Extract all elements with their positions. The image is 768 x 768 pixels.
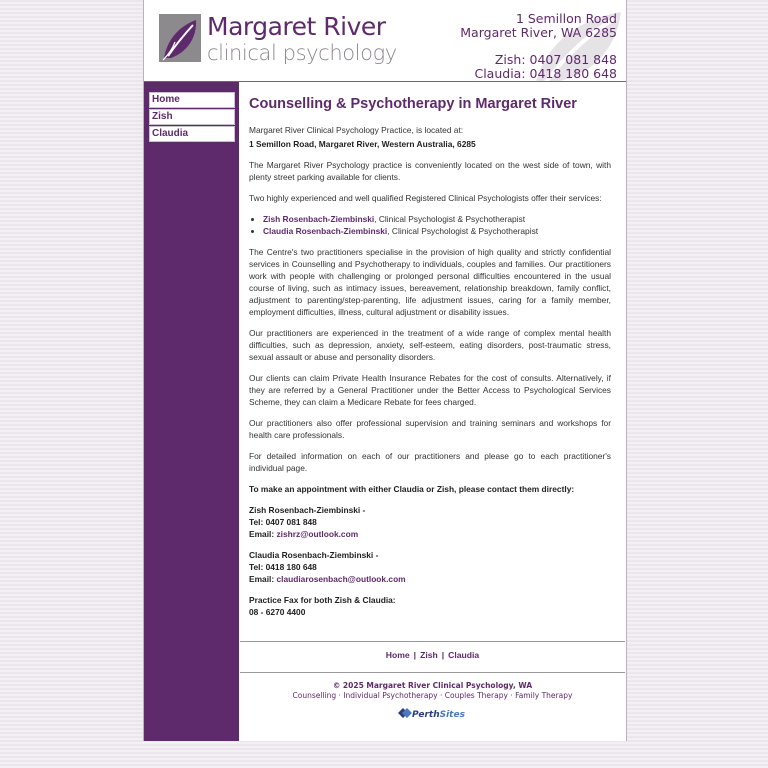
zish-contact-block	[249, 504, 611, 540]
badge-text-sites: Sites	[439, 710, 465, 720]
page-title: Counselling & Psychotherapy in Margaret River	[249, 96, 577, 112]
claudia-name: Claudia Rosenbach-Ziembinski -	[249, 550, 379, 560]
page-container	[143, 0, 627, 741]
phone-claudia: Claudia: 0418 180 648	[474, 65, 617, 81]
diamond-logo-icon	[398, 708, 412, 718]
copyright-text: © 2025 Margaret River Clinical Psychology, WA	[332, 681, 533, 690]
fax-label: Practice Fax for both Zish & Claudia:	[249, 595, 396, 605]
intro-text: Margaret River Clinical Psychology Practice, is located at:	[249, 125, 464, 135]
main-content	[249, 82, 611, 627]
psychologists-paragraph: Two highly experienced and well qualified Registered Clinical Psychologists offer their services:	[249, 193, 602, 203]
footer-separator: |	[413, 650, 417, 660]
footer-link-home[interactable]: Home	[385, 650, 410, 660]
footer-link-zish[interactable]: Zish	[420, 650, 438, 660]
rebates-paragraph: Our clients can claim Private Health Insurance Rebates for the cost of consults. Alternatively, if they are referred by a General Practitioner under the Better Access to Psychological Services Scheme, they can claim a Medicare Rebate for fees charged.	[249, 373, 611, 407]
appointment-paragraph: To make an appointment with either Claudia or Zish, please contact them directly:	[249, 484, 575, 494]
address-line2: Margaret River, WA 6285	[460, 24, 617, 40]
zish-link[interactable]: Zish Rosenbach-Ziembinski	[263, 214, 375, 224]
sidebar	[144, 82, 239, 741]
list-item	[263, 213, 611, 225]
fax-number: 08 - 6270 4400	[249, 607, 306, 617]
practitioner-role: , Clinical Psychologist & Psychotherapist	[387, 226, 539, 236]
footer-link-claudia[interactable]: Claudia	[448, 650, 480, 660]
zish-name: Zish Rosenbach-Ziembinski -	[249, 505, 366, 515]
list-item	[263, 225, 611, 237]
header-contact	[460, 12, 617, 80]
claudia-email-link[interactable]: claudiarosenbach@outlook.com	[276, 574, 406, 584]
sidebar-item-home[interactable]: Home	[149, 92, 235, 108]
claudia-tel: Tel: 0418 180 648	[249, 562, 317, 572]
footer-copyright	[240, 681, 625, 701]
zish-email-label: Email:	[249, 529, 277, 539]
claudia-link[interactable]: Claudia Rosenbach-Ziembinski	[263, 226, 388, 236]
detail-paragraph: For detailed information on each of our practitioners and please go to each practitioner's individual page.	[249, 451, 611, 473]
sidebar-item-zish[interactable]: Zish	[149, 109, 235, 125]
phone-zish: Zish: 0407 081 848	[494, 52, 617, 67]
claudia-email-label: Email:	[249, 574, 277, 584]
location-paragraph: The Margaret River Psychology practice is conveniently located on the west side of town, with plenty street parking available for clients.	[249, 160, 611, 182]
site-header	[144, 0, 626, 82]
footer-separator: |	[441, 650, 445, 660]
practice-address: 1 Semillon Road, Margaret River, Western Australia, 6285	[249, 139, 476, 149]
leaf-logo-icon	[159, 14, 201, 62]
fax-block	[249, 594, 611, 618]
sidebar-item-claudia[interactable]: Claudia	[149, 126, 235, 142]
services-line: Counselling · Individual Psychotherapy · Couples Therapy · Family Therapy	[292, 691, 573, 700]
experience-paragraph: Our practitioners are experienced in the treatment of a wide range of complex mental health difficulties, such as depression, anxiety, self-esteem, eating disorders, post-traumatic stress, sexual assault or abuse and personality disorders.	[249, 328, 611, 362]
zish-email-link[interactable]: zishrz@outlook.com	[276, 529, 359, 539]
footer-nav	[240, 641, 625, 673]
perthsites-badge[interactable]	[398, 708, 468, 722]
address-line1: 1 Semillon Road	[515, 11, 617, 26]
supervision-paragraph: Our practitioners also offer professional supervision and training seminars and workshops for health care professionals.	[249, 418, 611, 440]
badge-text-perth: Perth	[412, 710, 440, 720]
practitioner-list	[249, 213, 611, 237]
logo-subtitle: clinical psychology	[207, 41, 397, 65]
services-paragraph: The Centre's two practitioners specialise in the provision of high quality and strictly confidential services in Counselling and Psychotherapy to individuals, couples and families. Our practitioners work with people with challenging or prolonged personal difficulties encountered in the usual course of living, such as intimacy issues, bereavement, relationship breakdown, family conflict, adjustment to parenting/step-parenting, life adjustment issues, caring for a family member, employment difficulties, illness, cultural adjustment or disability issues.	[249, 247, 611, 317]
zish-tel: Tel: 0407 081 848	[249, 517, 317, 527]
site-logo[interactable]	[159, 14, 399, 70]
claudia-contact-block	[249, 549, 611, 585]
practitioner-role: , Clinical Psychologist & Psychotherapist	[374, 214, 526, 224]
content-area	[240, 82, 625, 741]
logo-title: Margaret River	[207, 12, 386, 41]
